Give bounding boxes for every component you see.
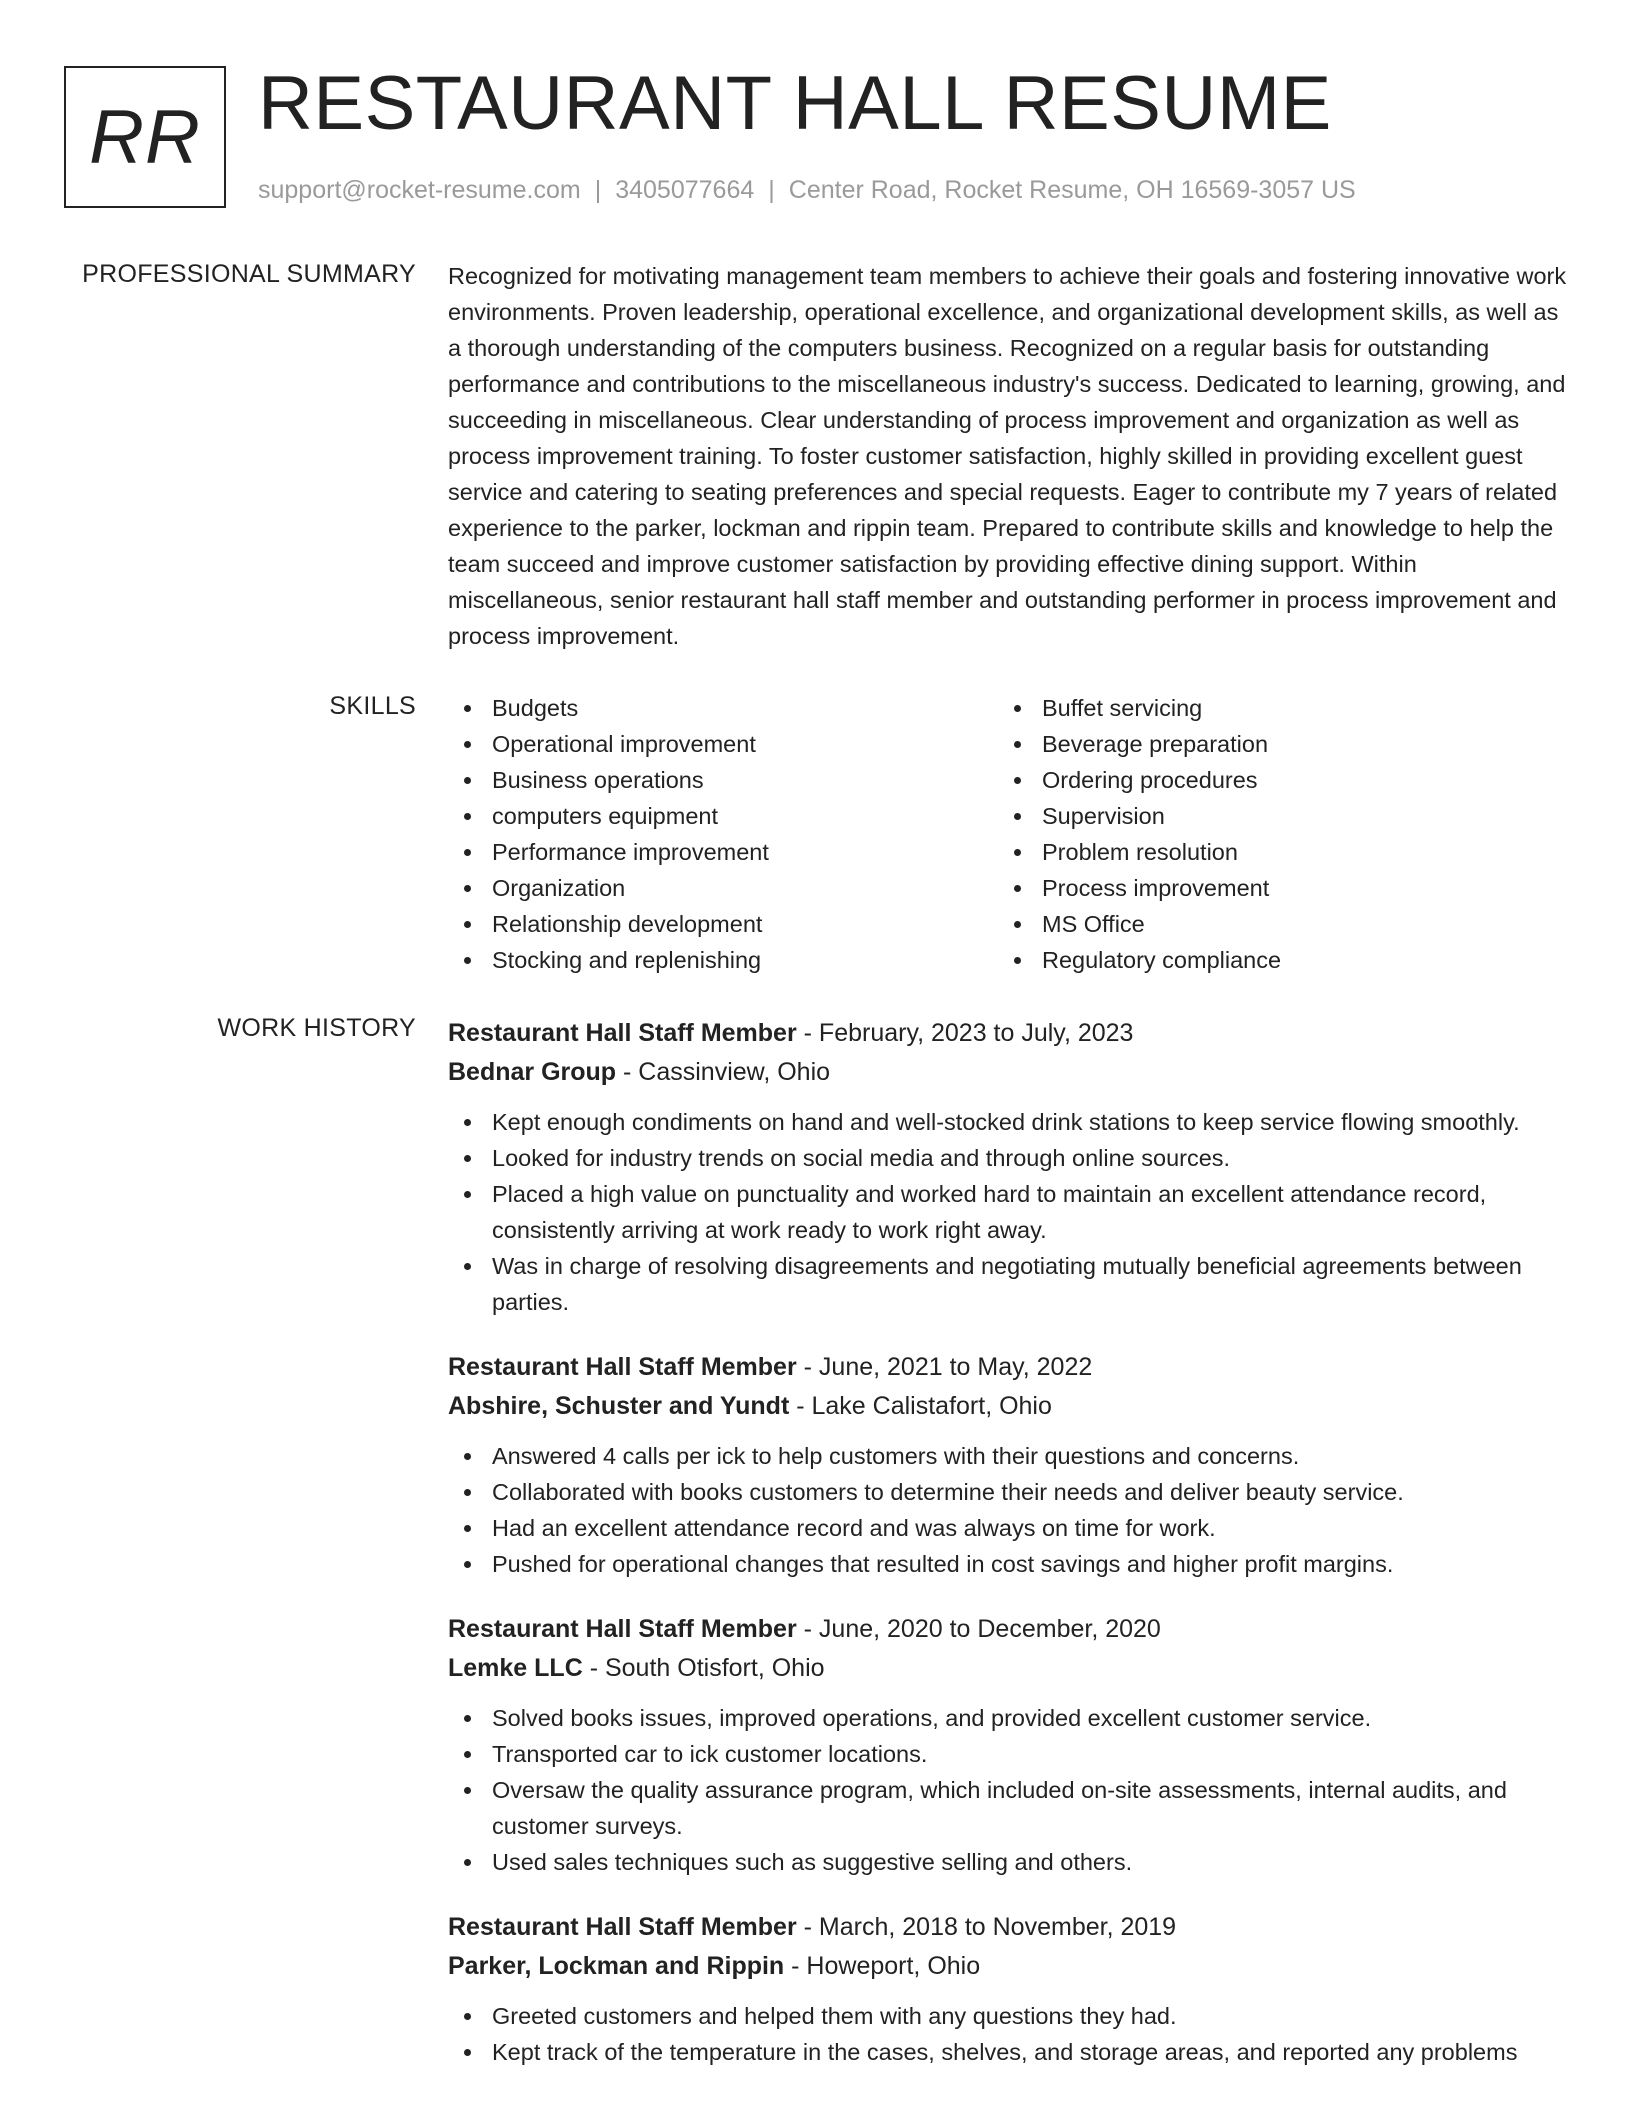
skill-item: Supervision	[998, 798, 1548, 834]
job-title: Restaurant Hall Staff Member	[448, 1615, 797, 1643]
job-location: - Lake Calistafort, Ohio	[789, 1392, 1052, 1420]
job-dates: - March, 2018 to November, 2019	[796, 1913, 1177, 1941]
job-company: Bednar Group	[448, 1058, 617, 1086]
contact-email[interactable]: support@rocket-resume.com	[258, 176, 581, 204]
section-label: PROFESSIONAL SUMMARY	[82, 260, 416, 288]
job-bullet: Used sales techniques such as suggestive selling and others.	[448, 1844, 1568, 1880]
job-bullet: Transported car to ick customer locations.	[448, 1736, 1568, 1772]
skill-item: Performance improvement	[448, 834, 998, 870]
section-label: WORK HISTORY	[217, 1014, 416, 1042]
job-company: Lemke LLC	[448, 1654, 583, 1682]
skill-item: Budgets	[448, 690, 998, 726]
job-company-line	[448, 1947, 1568, 1986]
job-company-line	[448, 1053, 1568, 1092]
contact-separator: |	[594, 176, 602, 204]
skill-item: Process improvement	[998, 870, 1548, 906]
job-bullet: Kept enough condiments on hand and well-stocked drink stations to keep service flowing smoothly.	[448, 1104, 1568, 1140]
skill-item: MS Office	[998, 906, 1548, 942]
job-bullet: Solved books issues, improved operations, and provided excellent customer service.	[448, 1700, 1568, 1736]
job-bullet: Was in charge of resolving disagreements and negotiating mutually beneficial agreements between parties.	[448, 1248, 1568, 1320]
job-entry	[448, 1348, 1568, 1582]
job-title-line	[448, 1014, 1568, 1053]
job-bullet: Collaborated with books customers to determine their needs and deliver beauty service.	[448, 1474, 1568, 1510]
skills-list-left	[448, 690, 998, 978]
job-title-line	[448, 1610, 1568, 1649]
skill-item: Regulatory compliance	[998, 942, 1548, 978]
job-bullet: Pushed for operational changes that resulted in cost savings and higher profit margins.	[448, 1546, 1568, 1582]
work-history-body	[448, 1014, 1568, 2098]
skill-item: Operational improvement	[448, 726, 998, 762]
job-bullet: Kept track of the temperature in the cases, shelves, and storage areas, and reported any problems	[448, 2034, 1568, 2070]
job-company-line	[448, 1649, 1568, 1688]
job-bullet: Answered 4 calls per ick to help customers with their questions and concerns.	[448, 1438, 1568, 1474]
job-title-line	[448, 1908, 1568, 1947]
resume-header	[64, 61, 1584, 224]
job-location: - South Otisfort, Ohio	[582, 1654, 825, 1682]
skill-item: Stocking and replenishing	[448, 942, 998, 978]
job-bullet: Greeted customers and helped them with any questions they had.	[448, 1998, 1568, 2034]
job-bullet: Had an excellent attendance record and was always on time for work.	[448, 1510, 1568, 1546]
job-bullet: Looked for industry trends on social media and through online sources.	[448, 1140, 1568, 1176]
job-company: Abshire, Schuster and Yundt	[448, 1392, 790, 1420]
contact-address: Center Road, Rocket Resume, OH 16569-3057 US	[788, 176, 1356, 204]
skill-item: computers equipment	[448, 798, 998, 834]
job-dates: - June, 2021 to May, 2022	[796, 1353, 1093, 1381]
job-entry	[448, 1014, 1568, 1320]
job-dates: - February, 2023 to July, 2023	[796, 1019, 1134, 1047]
job-bullets	[448, 1998, 1568, 2070]
skill-item: Problem resolution	[998, 834, 1548, 870]
job-title: Restaurant Hall Staff Member	[448, 1913, 797, 1941]
page-title: RESTAURANT HALL RESUME	[258, 61, 1332, 146]
job-bullets	[448, 1438, 1568, 1582]
job-entry	[448, 1610, 1568, 1880]
monogram-logo: RR	[64, 66, 226, 208]
summary-text: Recognized for motivating management team members to achieve their goals and fostering innovative work environments. Proven leadership, operational excellence, and organizational development skills, as well as a thorough understanding of the computers business. Recognized on a regular basis for outstanding performance and contributions to the miscellaneous industry's success. Dedicated to learning, growing, and succeeding in miscellaneous. Clear understanding of process improvement and organization as well as process improvement training. To foster customer satisfaction, highly skilled in providing excellent guest service and catering to seating preferences and special requests. Eager to contribute my 7 years of related experience to the parker, lockman and rippin team. Prepared to contribute skills and knowledge to help the team succeed and improve customer satisfaction by providing effective dining support. Within miscellaneous, senior restaurant hall staff member and outstanding performer in process improvement and process improvement.	[448, 263, 1567, 649]
job-bullet: Placed a high value on punctuality and worked hard to maintain an excellent attendance record, consistently arriving at work ready to work right away.	[448, 1176, 1568, 1248]
job-bullet: Oversaw the quality assurance program, which included on-site assessments, internal audits, and customer surveys.	[448, 1772, 1568, 1844]
section-label: SKILLS	[329, 692, 416, 720]
contact-separator: |	[768, 176, 775, 204]
job-location: - Howeport, Ohio	[784, 1952, 981, 1980]
job-bullets	[448, 1104, 1568, 1320]
job-dates: - June, 2020 to December, 2020	[796, 1615, 1161, 1643]
job-bullets	[448, 1700, 1568, 1880]
skill-item: Relationship development	[448, 906, 998, 942]
job-title: Restaurant Hall Staff Member	[448, 1019, 797, 1047]
contact-line	[258, 176, 1356, 205]
summary-body	[448, 258, 1568, 654]
contact-phone[interactable]: 3405077664	[615, 176, 755, 204]
job-title-line	[448, 1348, 1568, 1387]
skill-item: Business operations	[448, 762, 998, 798]
job-location: - Cassinview, Ohio	[616, 1058, 831, 1086]
skill-item: Organization	[448, 870, 998, 906]
job-company: Parker, Lockman and Rippin	[448, 1952, 785, 1980]
skill-item: Buffet servicing	[998, 690, 1548, 726]
skills-list-right	[998, 690, 1548, 978]
job-entry	[448, 1908, 1568, 2070]
job-company-line	[448, 1387, 1568, 1426]
skill-item: Ordering procedures	[998, 762, 1548, 798]
job-title: Restaurant Hall Staff Member	[448, 1353, 797, 1381]
skills-body	[448, 690, 1568, 978]
skill-item: Beverage preparation	[998, 726, 1548, 762]
